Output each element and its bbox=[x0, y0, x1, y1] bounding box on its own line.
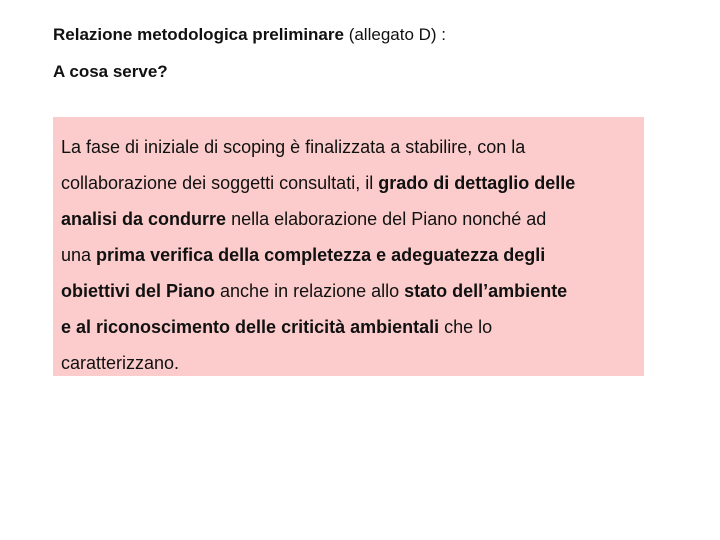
body-text: che lo bbox=[439, 317, 493, 337]
body-text: La fase di iniziale di scoping è finalizzata a stabilire, con la bbox=[61, 137, 526, 157]
content-box bbox=[53, 117, 644, 376]
content-line bbox=[61, 273, 636, 309]
content-line bbox=[61, 237, 636, 273]
body-text: anche in relazione allo bbox=[215, 281, 405, 301]
emphasized-text: grado di dettaglio delle bbox=[378, 173, 576, 193]
slide-title bbox=[53, 25, 446, 45]
content-line bbox=[61, 165, 636, 201]
slide-title-rest: (allegato D) : bbox=[343, 25, 447, 44]
subheading: A cosa serve? bbox=[53, 62, 168, 81]
body-text: caratterizzano. bbox=[61, 353, 180, 373]
emphasized-text: prima verifica della completezza e adeguatezza degli bbox=[96, 245, 546, 265]
slide-title-bold: Relazione metodologica preliminare bbox=[53, 25, 344, 44]
content-line bbox=[61, 201, 636, 237]
content-line bbox=[61, 129, 636, 165]
content-line bbox=[61, 345, 636, 381]
body-text: una bbox=[61, 245, 97, 265]
emphasized-text: stato dell’ambiente bbox=[404, 281, 568, 301]
emphasized-text: e al riconoscimento delle criticità ambientali bbox=[61, 317, 440, 337]
emphasized-text: analisi da condurre bbox=[61, 209, 227, 229]
emphasized-text: obiettivi del Piano bbox=[61, 281, 216, 301]
body-text: collaborazione dei soggetti consultati, il bbox=[61, 173, 379, 193]
content-line bbox=[61, 309, 636, 345]
body-text: nella elaborazione del Piano nonché ad bbox=[226, 209, 547, 229]
